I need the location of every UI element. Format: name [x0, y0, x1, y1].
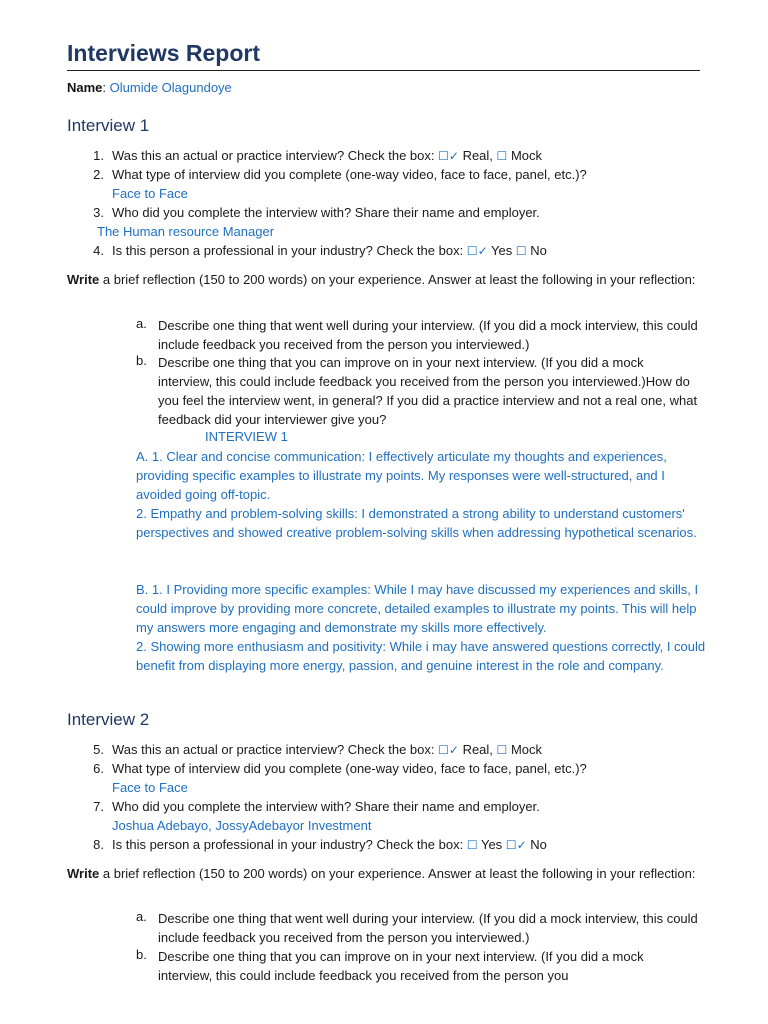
q3-text: Who did you complete the interview with? Share their name and employer. [112, 205, 540, 220]
title-rule [67, 70, 700, 71]
reflection-instructions-2 [67, 864, 707, 883]
answer-b1: B. 1. I Providing more specific examples: While I may have discussed my experiences and skills, I could improve by providing more concrete, detailed examples to illustrate my points. This will help my answers more engaging and demonstrate my skills more effectively. [136, 582, 699, 635]
prompt-b-label-1: b. [136, 353, 147, 368]
q5-real-label: Real, [462, 742, 493, 757]
write-rest-1: a brief reflection (150 to 200 words) on your experience. Answer at least the following in your reflection: [99, 272, 696, 287]
prompt-a-label-2: a. [136, 909, 147, 924]
q3-answer: The Human resource Manager [97, 224, 275, 239]
q8-number: 8. [93, 837, 104, 852]
prompt-b-text-2: Describe one thing that you can improve on in your next interview. (If you did a mock interview, this could include feedback you received from the person you [158, 949, 644, 983]
q1-real-label: Real, [462, 148, 493, 163]
q5-text: Was this an actual or practice interview? Check the box: [112, 742, 435, 757]
q6-answer: Face to Face [112, 780, 188, 795]
q1-mock-checkbox[interactable]: ☐ [496, 149, 508, 163]
answer-b2: 2. Showing more enthusiasm and positivity: While i may have answered questions correctly, I could benefit from displaying more energy, passion, and genuine interest in the role and company. [136, 639, 706, 673]
q4-no-checkbox[interactable]: ☐ [515, 244, 527, 258]
q8-no-label: No [530, 837, 547, 852]
prompt-b-text-1: Describe one thing that you can improve on in your next interview. (If you did a mock interview, this could include feedback you received from the person you interviewed.)How do you feel the interview went, in general? If you did a practice interview and not a real one, what feedback did your interviewer give you? [158, 355, 698, 427]
q8-yes-label: Yes [480, 837, 503, 852]
interview-2-heading: Interview 2 [67, 710, 150, 729]
q4-number: 4. [93, 243, 104, 258]
name-value: Olumide Olagundoye [109, 80, 232, 95]
q4-yes-checkbox[interactable]: ☐✓ [466, 244, 488, 258]
q2-text: What type of interview did you complete (one-way video, face to face, panel, etc.)? [112, 167, 587, 182]
name-label: Name [67, 80, 103, 95]
interview-1-heading: Interview 1 [67, 116, 150, 135]
q5-number: 5. [93, 742, 104, 757]
q7-number: 7. [93, 799, 104, 814]
q8-text: Is this person a professional in your industry? Check the box: [112, 837, 464, 852]
q5-mock-checkbox[interactable]: ☐ [496, 743, 508, 757]
write-bold-1: Write [67, 272, 100, 287]
document-title: Interviews Report [67, 40, 260, 66]
q1-number: 1. [93, 148, 104, 163]
q8-yes-checkbox[interactable]: ☐ [466, 838, 478, 852]
q8-line [112, 837, 547, 852]
q1-text: Was this an actual or practice interview? Check the box: [112, 148, 435, 163]
reflection-instructions-1 [67, 270, 707, 289]
q2-number: 2. [93, 167, 104, 182]
q2-answer: Face to Face [112, 186, 188, 201]
prompt-b-label-2: b. [136, 947, 147, 962]
q7-text: Who did you complete the interview with? Share their name and employer. [112, 799, 540, 814]
q8-no-checkbox[interactable]: ☐✓ [505, 838, 527, 852]
q5-mock-label: Mock [510, 742, 542, 757]
write-rest-2: a brief reflection (150 to 200 words) on your experience. Answer at least the following in your reflection: [99, 866, 696, 881]
prompt-a-text-1: Describe one thing that went well during your interview. (If you did a mock interview, this could include feedback you received from the person you interviewed.) [158, 318, 698, 352]
q6-text: What type of interview did you complete (one-way video, face to face, panel, etc.)? [112, 761, 587, 776]
write-bold-2: Write [67, 866, 100, 881]
q5-real-checkbox[interactable]: ☐✓ [438, 743, 459, 757]
answer-a2: 2. Empathy and problem-solving skills: I demonstrated a strong ability to understand customers' perspectives and showed creative problem-solving skills when addressing hypothetical scenarios. [136, 506, 697, 540]
q1-mock-label: Mock [510, 148, 542, 163]
q4-yes-label: Yes [491, 243, 513, 258]
q5-line [112, 742, 542, 757]
name-colon: : [102, 80, 110, 95]
q4-text: Is this person a professional in your industry? Check the box: [112, 243, 464, 258]
q1-real-checkbox[interactable]: ☐✓ [438, 149, 459, 163]
prompt-a-text-2: Describe one thing that went well during your interview. (If you did a mock interview, this could include feedback you received from the person you interviewed.) [158, 911, 698, 945]
q4-no-label: No [530, 243, 547, 258]
q3-number: 3. [93, 205, 104, 220]
answer-a1: A. 1. Clear and concise communication: I effectively articulate my thoughts and experiences, providing specific examples to illustrate my points. My responses were well-structured, and I avoided going off-topic. [136, 449, 667, 502]
prompt-a-label-1: a. [136, 316, 147, 331]
q6-number: 6. [93, 761, 104, 776]
name-line [67, 80, 232, 95]
q1-line [112, 148, 542, 163]
answer-header-1: INTERVIEW 1 [205, 429, 288, 444]
q7-answer: Joshua Adebayo, JossyAdebayor Investment [112, 818, 372, 833]
q4-line [112, 243, 547, 258]
